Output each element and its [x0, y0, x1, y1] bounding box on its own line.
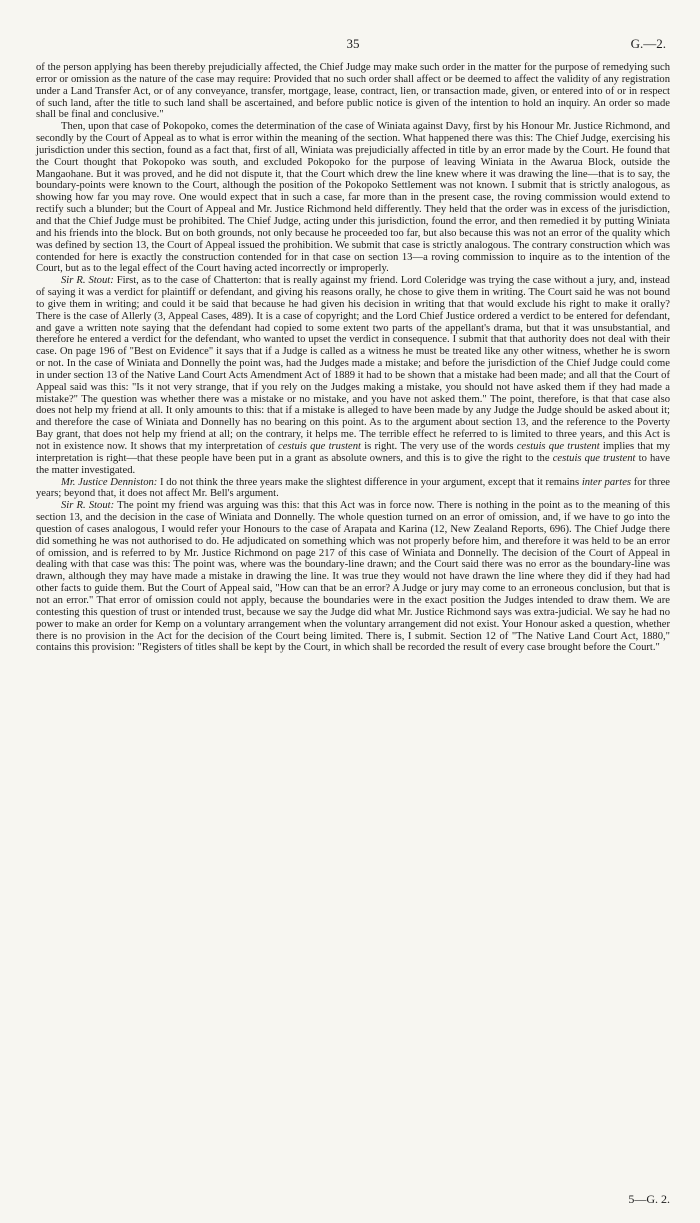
speaker-label: Sir R. Stout: [61, 500, 115, 512]
paragraph-text: for three years; beyond that, it does not affect Mr. Bell's argument. [36, 476, 670, 500]
page-header [36, 36, 670, 56]
paragraph-stout-second [36, 500, 670, 654]
speaker-label: Mr. Justice Denniston: [61, 476, 158, 488]
paragraph-denniston [36, 477, 670, 501]
paragraph-stout-reply [36, 275, 670, 476]
page-number: 35 [346, 36, 360, 51]
paragraph-text: to have the matter investigated. [36, 452, 670, 476]
page-footer-mark: 5—G. 2. [628, 1192, 670, 1206]
paragraph-text: Then, upon that case of Pokopoko, comes the determination of the case of Winiata against Davy, first by his Honour Mr. Justice Richmond, and secondly by the Court of Appeal as to what is error within the meaning of the section. What happened there was this: The Chief Judge, exercising his jurisdiction under this section, found as a fact that, first of all, Winiata was prejudicially affected in title by an error made by the Court. He found that the Court thought that Pokopoko was south, and excluded Pokopoko for the purpose of leaving Winiata in the Awarua Block, outside the Mangaohane. But it was proved, and he did not dispute it, that the Court which drew the line knew where it was drawing the line—that is to say, the boundary-points were known to the Court, although the position of the Pokopoko Settlement was not known. I submit that is strictly analogous, as showing how far you may rove. One would expect that in such a case, far more than in the present case, the roving commission would extend to rectify such a blunder; but the Court of Appeal and Mr. Justice Richmond held differently. They held that the order was in excess of the jurisdiction, and that the Chief Judge must be prohibited. The Chief Judge, acting under this jurisdiction, found the error, and then remedied it by putting Winiata and his friends into the block. But on both grounds, not only because he proceeded too far, but also because this was not an error of the quality which was defined by section 13, the Court of Appeal issued the prohibition. We submit that case is strictly analogous. The contrary construction which was contended for here is exactly the construction contended for in that case on section 13—a roving commission to inquire as to the intention of the Court, but as to the legal effect of the Court having acted incorrectly or improperly. [36, 121, 670, 275]
body-text [36, 62, 670, 654]
latin-term: cestuis que trustent [516, 441, 600, 452]
paragraph-text: implies that my interpretation is right—that these people have been put in a grant as absolute owners, and this is to give the right to the [36, 441, 670, 464]
paragraph-pokopoko-case [36, 121, 670, 275]
latin-term: cestuis que trustent [552, 452, 636, 464]
paragraph-statute-quote [36, 62, 670, 121]
paragraph-text: of the person applying has been thereby prejudicially affected, the Chief Judge may make such order in the matter for the purpose of remedying such error or omission as the nature of the case may require: Provided that no such order shall affect or be deemed to affect the validity of any registration under a Land Transfer Act, or of any conveyance, transfer, mortgage, lease, contract, lien, or transaction made, given, or entered into of or in respect of such land, after the title to such land shall be ascertained, and before public notice is given of the intention to hold an inquiry. An order so made shall be final and conclusive." [36, 62, 670, 121]
speaker-label: Sir R. Stout: [61, 275, 114, 287]
paragraph-text: The point my friend was arguing was this: that this Act was in force now. There is nothing in the point as to the meaning of this section 13, and the decision in the case of Winiata and Donnelly. The whole question turned on an error of omission, and, if we have to go into the question of cases analogous, I would refer your Honours to the case of Arapata and Karina (12, New Zealand Reports, 696). The Chief Judge there did something he was not authorised to do. He adjudicated on something which was not properly before him, and therefore it was held to be an error of omission, and is referred to by Mr. Justice Richmond on page 217 of this case of Winiata and Donnelly. The decision of the Court of Appeal in dealing with that case was this: The point was, where was the boundary-line drawn; and the Court said there was no error as the boundary-line was drawn, although they may have made a mistake in drawing the line. It was true they would not have drawn the line where they did if they had had other facts to guide them. But the Court of Appeal said, "How can that be an error? A Judge or jury may come to an erroneous conclusion, but that is not an error." That error of omission could not apply, because the boundaries were in the exact position the Judges intended to draw them. We are contesting this question of trust or intended trust, because we say the Judge did what Mr. Justice Richmond says was extra-judicial. We say he had no power to make an order for Kemp on a voluntary arrangement when the voluntary arrangement did not exist. Your Honour asked a question, whether there is no provision in the Act for the decision of the Court being limited. There is, I submit. Section 12 of "The Native Land Court Act, 1880," contains this provision: "Registers of titles shall be kept by the Court, in which shall be recorded the result of every case brought before the Court." [36, 500, 670, 654]
latin-term: cestuis que trustent [278, 441, 361, 452]
latin-term: inter partes [581, 476, 632, 488]
paragraph-text: I do not think the three years make the slightest difference in your argument, except that it remains [157, 476, 582, 488]
paragraph-text: is right. The very use of the words [360, 441, 517, 452]
document-reference: G.—2. [630, 36, 666, 51]
paragraph-text: First, as to the case of Chatterton: that is really against my friend. Lord Coleridge was trying the case without a jury, and, instead of saying it was a verdict for plaintiff or defendant, and giving his reasons orally, he chose to give them in writing. The Court said he was not bound to give them in writing; and could it be said that because he had given his decision in writing that that would exclude his right to make it orally? There is the case of Allerly (3, Appeal Cases, 489). It is a case of copyright; and the Lord Chief Justice ordered a verdict to be entered for defendant, and gave a written note saying that the defendant had copied to some extent two parts of the appellant's drama, but that it was unsubstantial, and therefore he entered a verdict for the defendant, who wanted to upset the verdict in consequence. I submit that that authority does not deal with their case. On page 196 of "Best on Evidence" it says that if a Judge is called as a witness he must be treated like any other witness, whether he is sworn or not. In the case of Winiata and Donnelly the point was, had the Judges made a mistake; and before the jurisdiction of the Chief Judge could come in under section 13 of the Native Land Court Acts Amendment Act of 1889 it had to be shown that a mistake had been made; and all that the Court of Appeal said was this: "Is it not very strange, that if you rely on the Judges making a mistake, you should not have asked them if they had made a mistake?" The question was whether there was a mistake or no mistake, and you have not asked them." The point, therefore, is that that case also does not help my friend at all. It only amounts to this: that if a mistake is alleged to have been made by any Judge the Judge should be asked about it; and therefore the case of Winiata and Donnelly has no bearing on this point. As to the argument about section 13, and the reference to the Poverty Bay grant, that does not help my friend at all; on the contrary, it helps me. The terrible effect he referred to is limited to three years, and this Act is not in existence now. It shows that my interpretation of [36, 275, 670, 452]
